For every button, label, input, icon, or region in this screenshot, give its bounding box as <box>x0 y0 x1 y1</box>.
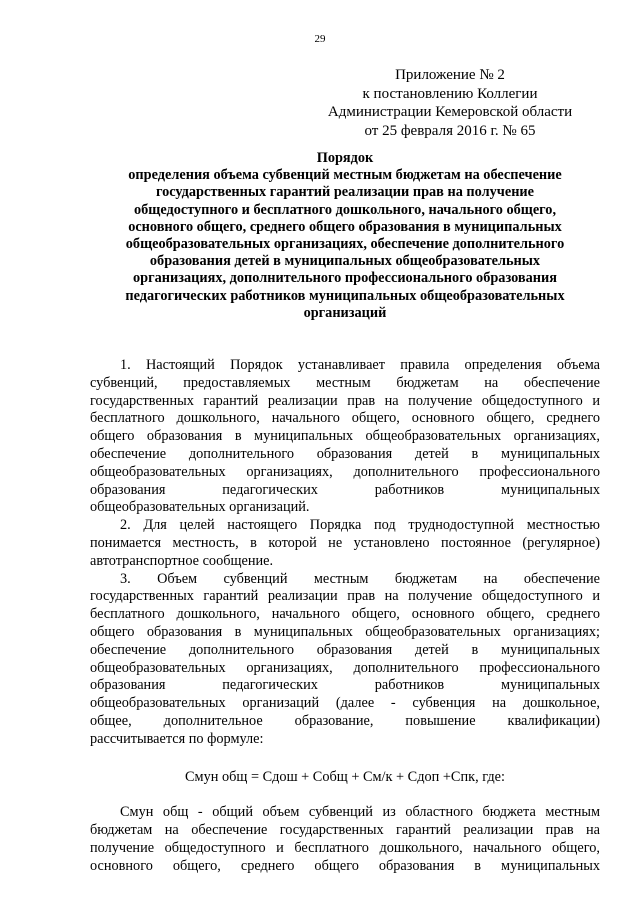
appendix-line: Администрации Кемеровской области <box>327 104 573 120</box>
text-line: государственных гарантий реализации прав на получение общедоступного и <box>90 588 600 605</box>
text-line: 1. Настоящий Порядок устанавливает правила определения объема <box>120 357 600 373</box>
document-title <box>100 150 590 322</box>
paragraph-3 <box>90 571 600 749</box>
appendix-line: к постановлению Коллегии <box>362 85 538 102</box>
text-line: Смун общ - общий объем субвенций из областного бюджета местным <box>120 804 600 821</box>
text-line: обеспечение дополнительного образования детей в муниципальных <box>90 445 600 462</box>
text-line: общеобразовательных организациях, дополнительного профессионального <box>90 463 600 480</box>
text-line: получение общедоступного и бесплатного дошкольного, начального общего, <box>90 839 600 856</box>
paragraph-2 <box>90 517 600 570</box>
appendix-line: от 25 февраля 2016 г. № 65 <box>364 122 536 139</box>
text-line: образования педагогических работников муниципальных <box>90 481 600 498</box>
title-line: образования детей в муниципальных общеобразовательных <box>149 253 541 270</box>
text-line: субвенций, предоставляемых местным бюджетам на обеспечение <box>90 374 600 391</box>
text-line: общего образования в муниципальных общеобразовательных организациях; <box>90 623 600 640</box>
text-line: автотранспортное сообщение. <box>90 552 274 569</box>
text-line: бесплатного дошкольного, начального общего, основного общего, среднего <box>90 410 600 427</box>
title-line: Порядок <box>316 150 374 166</box>
title-line: основного общего, среднего общего образования в муниципальных <box>128 218 562 235</box>
paragraph-4 <box>90 804 600 875</box>
text-line: общеобразовательных организаций (далее - субвенция на дошкольное, <box>90 695 600 712</box>
text-line: обеспечение дополнительного образования детей в муниципальных <box>90 641 600 658</box>
appendix-line: Приложение № 2 <box>395 67 505 83</box>
document-body <box>90 357 600 876</box>
text-line: 3. Объем субвенций местным бюджетам на обеспечение <box>120 570 600 587</box>
paragraph-1 <box>90 357 600 517</box>
title-line: организациях, дополнительного профессионального образования <box>133 270 557 287</box>
page-number: 29 <box>314 33 326 45</box>
text-line: понимается местность, в которой не установлено постоянное (регулярное) <box>90 534 600 551</box>
formula: Смун общ = Сдош + Собщ + См/к + Сдоп +Спк, где: <box>185 768 505 785</box>
text-line: общеобразовательных организаций. <box>90 499 310 516</box>
text-line: 2. Для целей настоящего Порядка под труднодоступной местностью <box>120 517 600 534</box>
text-line: бюджетам на обеспечение государственных гарантий реализации прав на <box>90 822 600 839</box>
title-line: педагогических работников муниципальных общеобразовательных <box>125 287 565 304</box>
title-line: государственных гарантий реализации прав на получение <box>155 184 535 201</box>
text-line: основного общего, среднего общего образования в муниципальных <box>90 857 600 874</box>
title-line: общедоступного и бесплатного дошкольного, начального общего, <box>133 201 557 218</box>
title-line: организаций <box>303 304 387 321</box>
text-line: общего образования в муниципальных общеобразовательных организациях, <box>90 428 600 445</box>
title-line: общеобразовательных организациях, обеспечение дополнительного <box>125 236 565 253</box>
text-line: образования педагогических работников муниципальных <box>90 677 600 694</box>
text-line: общеобразовательных организациях, дополнительного профессионального <box>90 659 600 676</box>
title-line: определения объема субвенций местным бюджетам на обеспечение <box>128 167 562 184</box>
appendix-header <box>300 66 600 140</box>
text-line: государственных гарантий реализации прав на получение общедоступного и <box>90 392 600 409</box>
text-line: бесплатного дошкольного, начального общего, основного общего, среднего <box>90 606 600 623</box>
text-line: общее, дополнительное образование, повышение квалификации) <box>90 712 600 729</box>
text-line: рассчитывается по формуле: <box>90 730 264 747</box>
